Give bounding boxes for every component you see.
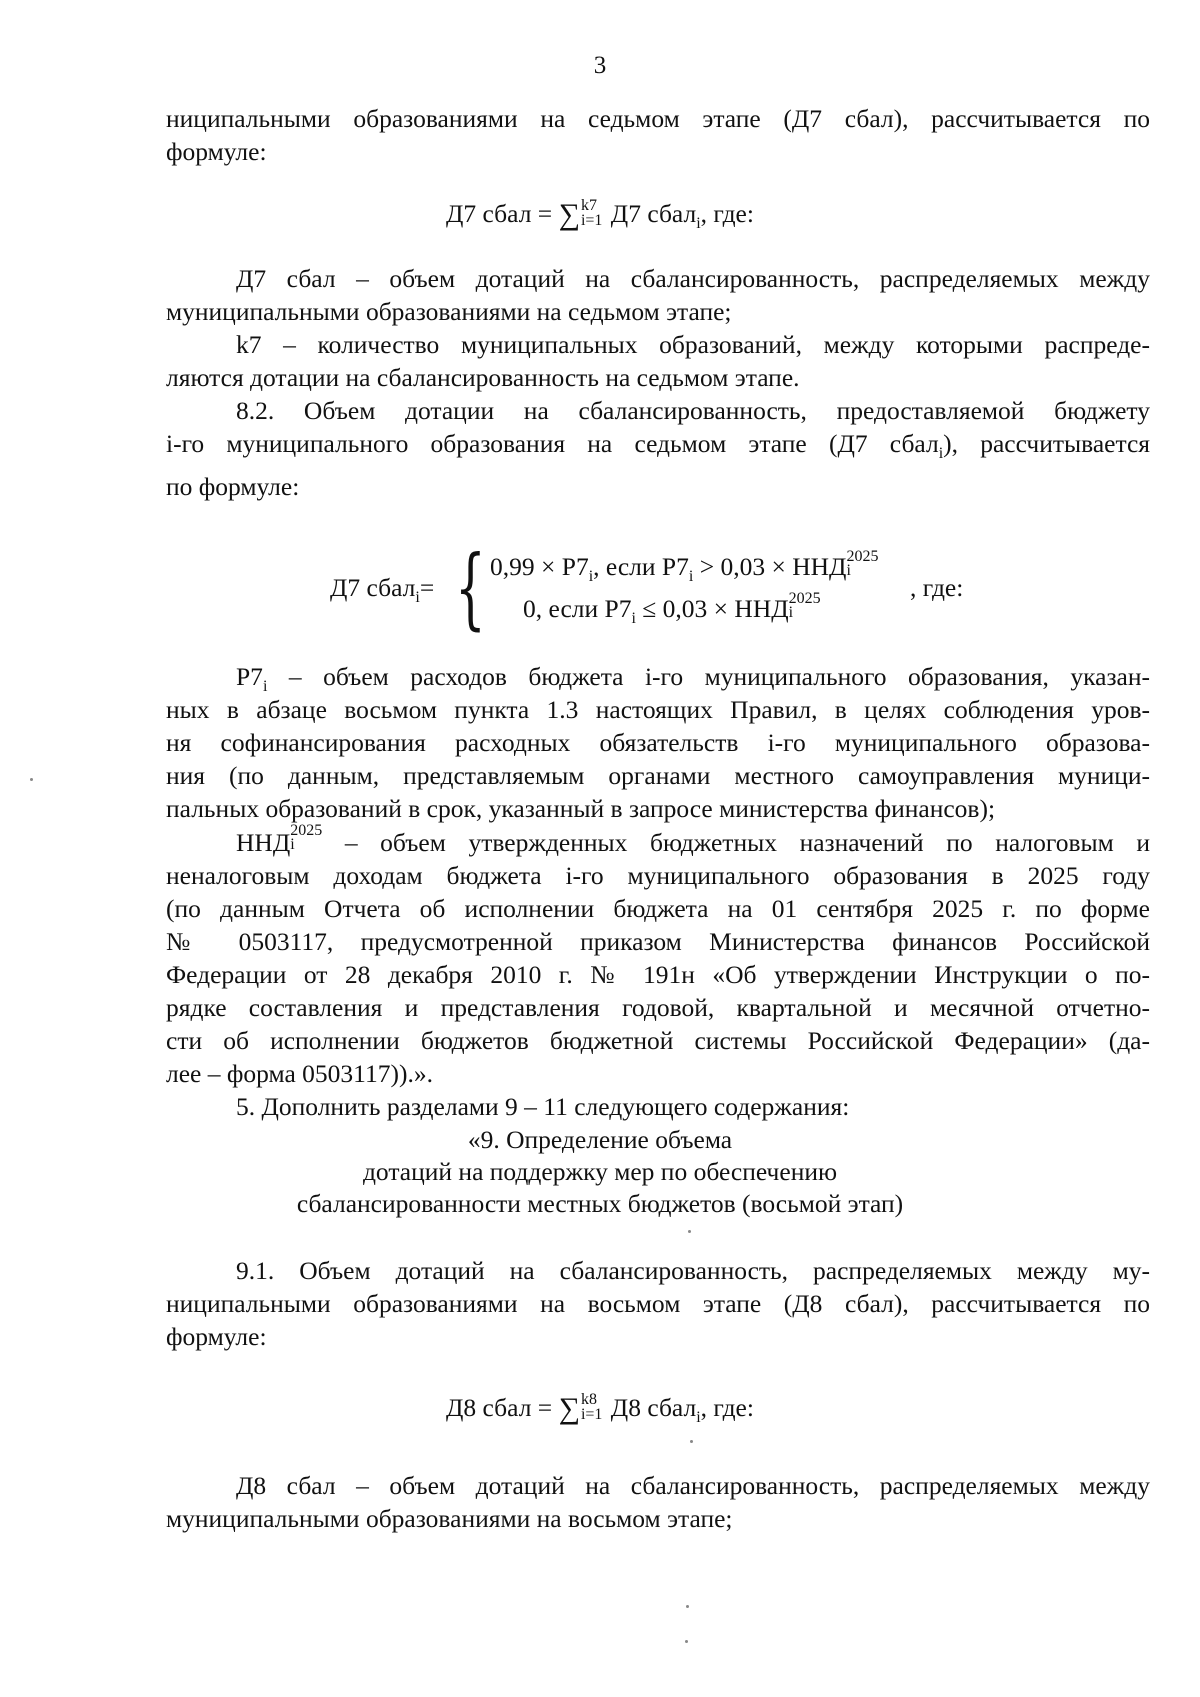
text-line: лее – форма 0503117)).». (166, 1059, 433, 1088)
case-sup: 2025 (788, 590, 821, 608)
sum-lower: i=1 (580, 1406, 603, 1424)
section-heading-9 (0, 1124, 1200, 1220)
paragraph-d7-definition (166, 262, 1150, 295)
page-number: 3 (593, 52, 607, 79)
case-text: ≤ 0,03 × ННД (635, 594, 789, 623)
text-line: ниципальными образованиями на седьмом этапе (Д7 сбал), рассчитывается по (166, 104, 1150, 133)
case-text: , если Р7 (593, 552, 689, 581)
formula-tail: , где: (700, 199, 754, 228)
sum-symbol: ∑ (558, 198, 580, 231)
formula-tail: , где: (700, 1393, 754, 1422)
formula-tail: , где: (910, 573, 964, 602)
text-line: ния (по данным, представляемым органами местного самоуправления муници- (166, 761, 1150, 790)
text-line: Д8 сбал – объем дотаций на сбалансированность, распределяемых между (236, 1471, 1150, 1500)
paragraph-nnd-definition-cont (166, 859, 1150, 1090)
text-part: – объем утвержденных бюджетных назначений по налоговым и (322, 828, 1150, 857)
text-line: Д7 сбал – объем дотаций на сбалансированность, распределяемых между (236, 264, 1150, 293)
text-sub: i (938, 445, 944, 463)
formula-case-2 (523, 590, 821, 628)
case-sub: i (846, 562, 851, 580)
paragraph-p7-definition-cont (166, 693, 1150, 825)
text-line (166, 427, 1150, 470)
paragraph-nnd-definition (166, 822, 1150, 859)
text-sub: i (290, 836, 295, 854)
formula-lhs: Д8 сбал = (446, 1393, 559, 1422)
formula-sub: i (696, 1409, 701, 1427)
scan-speck (30, 778, 33, 781)
text-line: ня софинансирования расходных обязательств i-го муниципального образова- (166, 728, 1150, 757)
text-line: формуле: (166, 1322, 267, 1351)
formula-case-1 (490, 548, 879, 586)
paragraph-d8-definition-cont (166, 1502, 1150, 1535)
text-supsub (290, 824, 322, 852)
sum-limits (581, 198, 602, 228)
lhs-sub: i (415, 589, 420, 607)
heading-line: сбалансированности местных бюджетов (восьмой этап) (296, 1189, 904, 1218)
text-part: ННД (236, 828, 291, 857)
text-line: Федерации от 28 декабря 2010 г. № 191н «Об утверждении Инструкции о по- (166, 960, 1150, 989)
formula-sum-d7 (0, 196, 1200, 240)
paragraph-8-2 (166, 394, 1150, 427)
case-supsub (846, 550, 878, 578)
formula-lhs: Д7 сбал = (446, 199, 559, 228)
paragraph-8-2-cont (166, 427, 1150, 503)
case-text: 0,99 × Р7 (490, 552, 589, 581)
case-supsub (789, 592, 821, 620)
sum-lower: i=1 (580, 212, 603, 230)
text-line: 5. Дополнить разделами 9 – 11 следующего содержания: (236, 1092, 850, 1121)
text-part: ), рассчитывается (943, 429, 1151, 458)
text-part: – объем расходов бюджета i-го муниципального образования, указан- (267, 662, 1150, 691)
text-line: 9.1. Объем дотаций на сбалансированность, распределяемых между му- (236, 1256, 1150, 1285)
scan-speck (688, 1230, 691, 1233)
text-line: 8.2. Объем дотации на сбалансированность, предоставляемой бюджету (236, 396, 1150, 425)
case-text: > 0,03 × ННД (693, 552, 847, 581)
text-line: ных в абзаце восьмом пункта 1.3 настоящих Правил, в целях соблюдения уров- (166, 695, 1150, 724)
paragraph-d8-definition (166, 1469, 1150, 1502)
paragraph-k7-definition-cont (166, 361, 1150, 394)
text-line: (по данным Отчета об исполнении бюджета на 01 сентября 2025 г. по форме (166, 894, 1150, 923)
text-line: пальных образований в срок, указанный в запросе министерства финансов); (166, 794, 996, 823)
text-line: k7 – количество муниципальных образований, между которыми распреде- (236, 330, 1150, 359)
paragraph-9-1-cont (166, 1287, 1150, 1353)
text-line: ляются дотации на сбалансированность на седьмом этапе. (166, 363, 800, 392)
sum-upper: k7 (580, 197, 597, 215)
paragraph-continuation (166, 102, 1150, 168)
paragraph-item-5 (166, 1090, 1150, 1123)
text-line: № 0503117, предусмотренной приказом Министерства финансов Российской (166, 927, 1150, 956)
text-line: ниципальными образованиями на восьмом этапе (Д8 сбал), рассчитывается по (166, 1289, 1150, 1318)
formula-term: Д7 сбал (604, 199, 697, 228)
paragraph-k7-definition (166, 328, 1150, 361)
formula-sum-d8 (0, 1390, 1200, 1434)
case-sub: i (788, 604, 794, 622)
case-sub: i (588, 568, 594, 586)
text-line (236, 822, 1150, 859)
equals-sign: = (419, 573, 435, 602)
text-line: рядке составления и представления годовой, квартальной и месячной отчетно- (166, 993, 1150, 1022)
sum-limits (581, 1392, 602, 1422)
text-line: формуле: (166, 137, 267, 166)
text-line: по формуле: (166, 472, 300, 502)
text-sup: 2025 (290, 822, 323, 840)
text-part: i-го муниципального образования на седьмом этапе (Д7 сбал (166, 429, 939, 458)
lhs-text: Д7 сбал (330, 573, 416, 602)
text-part: Р7 (236, 662, 263, 691)
formula-sub: i (696, 215, 701, 233)
heading-line: дотаций на поддержку мер по обеспечению (362, 1157, 838, 1186)
heading-line: «9. Определение объема (467, 1125, 733, 1154)
text-line: неналоговым доходам бюджета i-го муниципального образования в 2025 году (166, 861, 1150, 890)
left-brace-icon: { (455, 536, 486, 639)
scan-speck (690, 1440, 693, 1443)
text-line: сти об исполнении бюджетов бюджетной системы Российской Федерации» (да- (166, 1026, 1150, 1055)
case-sup: 2025 (846, 548, 879, 566)
paragraph-9-1 (166, 1254, 1150, 1287)
formula-lhs (330, 573, 434, 607)
formula-term: Д8 сбал (604, 1393, 697, 1422)
sum-symbol: ∑ (558, 1392, 580, 1425)
formula-cases-d7i (330, 536, 970, 639)
text-line: муниципальными образованиями на восьмом этапе; (166, 1504, 733, 1533)
text-line: муниципальными образованиями на седьмом этапе; (166, 297, 732, 326)
sum-upper: k8 (580, 1391, 597, 1409)
paragraph-d7-definition-cont (166, 295, 1150, 328)
scan-speck (685, 1640, 688, 1643)
case-text: 0, если Р7 (523, 594, 632, 623)
case-sub: i (688, 568, 694, 586)
case-sub: i (631, 610, 636, 628)
text-sub: i (262, 678, 268, 696)
scan-speck (686, 1605, 689, 1608)
